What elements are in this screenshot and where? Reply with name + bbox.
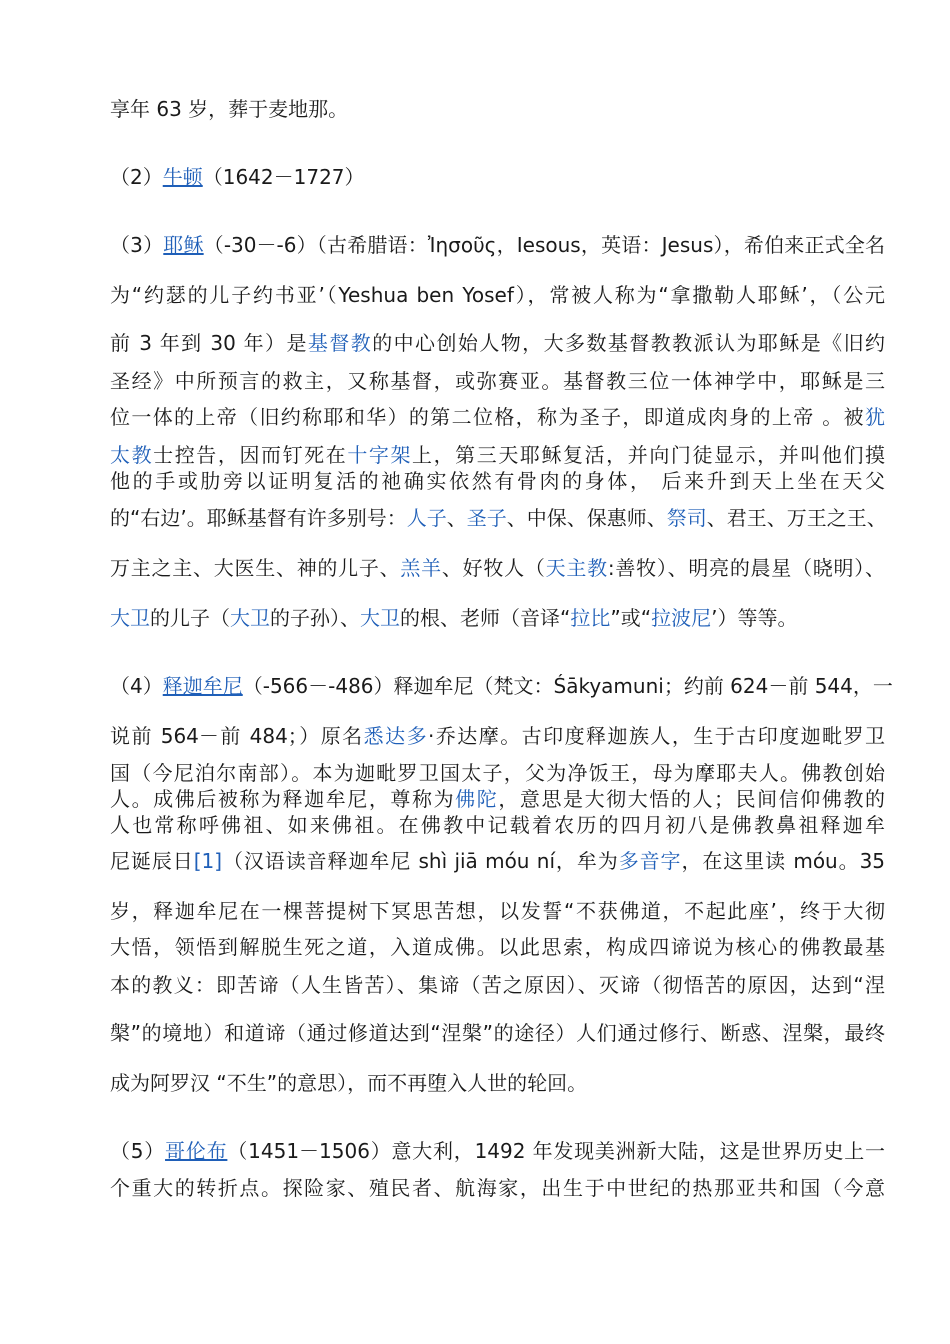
wiki-link[interactable]: 佛陀: [455, 787, 499, 811]
text-run: 为“约瑟的儿子约书亚’（Yeshua ben Yosef），常被人称为“拿撒勒人耶稣’，（公元: [110, 283, 885, 307]
text-run: ，在这里读 móu。35: [681, 849, 886, 873]
text-run: 国（今尼泊尔南部）。本为迦毗罗卫国太子，父为净饭王，母为摩耶夫人。佛教创始: [110, 761, 885, 785]
text-run: 的根、老师（音译“: [400, 606, 571, 630]
wiki-link[interactable]: 祭司: [666, 506, 707, 530]
text-line: [110, 934, 885, 960]
text-line: [110, 812, 885, 838]
text-line: [110, 404, 885, 430]
text-run: 成为阿罗汉 “不生”的意思），而不再堕入人世的轮回。: [110, 1071, 588, 1095]
wiki-link[interactable]: 天主教: [545, 556, 608, 580]
wiki-link[interactable]: 十字架: [347, 443, 413, 467]
text-run: （5）: [110, 1139, 166, 1163]
text-run: ·乔达摩。古印度释迦族人，生于古印度迦毗罗卫: [428, 724, 886, 748]
text-line: [110, 164, 885, 190]
text-run: 万主之主、大医生、神的儿子、: [110, 556, 401, 580]
text-run: 圣经》中所预言的救主，又称基督，或弥赛亚。基督教三位一体神学中，耶稣是三: [110, 369, 885, 393]
text-run: 个重大的转折点。探险家、殖民者、航海家，出生于中世纪的热那亚共和国（今意: [110, 1176, 885, 1200]
wiki-link[interactable]: 人子: [406, 506, 447, 530]
text-line: [110, 282, 885, 308]
wiki-link[interactable]: 牛顿: [162, 165, 203, 189]
text-run: 说前 564－前 484；）原名: [110, 724, 364, 748]
text-run: 的子孙）、: [270, 606, 360, 630]
text-line: [110, 1138, 885, 1164]
text-line: [110, 1175, 885, 1201]
text-run: （1642－1727）: [202, 165, 365, 189]
text-line: [110, 898, 885, 924]
wiki-link[interactable]: 拉波尼: [651, 606, 712, 630]
wiki-link[interactable]: 哥伦布: [165, 1139, 228, 1163]
text-run: 他的手或肋旁以证明复活的祂确实依然有骨肉的身体， 后来升到天上坐在天父: [110, 469, 885, 493]
text-line: [110, 96, 885, 122]
text-line: [110, 442, 885, 468]
text-run: （-30－-6）（古希腊语：Ἰησοῦς，Iesous，英语：Jesus），希伯来正式全名: [203, 233, 886, 257]
text-run: （1451－1506）意大利，1492 年发现美洲新大陆，这是世界历史上一: [227, 1139, 885, 1163]
wiki-link[interactable]: 释迦牟尼: [162, 674, 243, 698]
wiki-link[interactable]: 基督教: [307, 331, 373, 355]
text-line: [110, 555, 885, 581]
wiki-link[interactable]: 悉达多: [363, 724, 429, 748]
text-run: 上，第三天耶稣复活，并向门徒显示，并叫他们摸: [412, 443, 886, 467]
text-run: 士控告，因而钉死在: [153, 443, 348, 467]
text-line: [110, 848, 885, 874]
text-run: 、中保、保惠师、: [506, 506, 667, 530]
text-line: [110, 723, 885, 749]
wiki-link[interactable]: 大卫: [110, 606, 150, 630]
text-line: [110, 605, 885, 631]
wiki-link[interactable]: 圣子: [466, 506, 507, 530]
text-line: [110, 1020, 885, 1046]
text-run: （4）: [110, 674, 163, 698]
text-line: [110, 1070, 885, 1096]
text-run: 、好牧人（: [441, 556, 546, 580]
text-line: [110, 972, 885, 998]
wiki-link[interactable]: [1]: [193, 849, 223, 873]
text-run: 的中心创始人物，大多数基督教教派认为耶稣是《旧约: [372, 331, 886, 355]
text-line: [110, 786, 885, 812]
text-run: 享年 63 岁，葬于麦地那。: [110, 97, 349, 121]
text-line: [110, 505, 885, 531]
text-run: （2）: [110, 165, 163, 189]
wiki-link[interactable]: 耶稣: [163, 233, 204, 257]
text-run: （-566－-486）释迦牟尼（梵文：Śākyamuni；约前 624－前 544，一: [242, 674, 893, 698]
text-line: [110, 760, 885, 786]
wiki-link[interactable]: 犹: [865, 405, 885, 429]
text-run: 的儿子（: [150, 606, 230, 630]
text-run: ’）等等。: [711, 606, 798, 630]
wiki-link[interactable]: 大卫: [230, 606, 270, 630]
text-run: 、: [446, 506, 467, 530]
wiki-link[interactable]: 大卫: [360, 606, 400, 630]
wiki-link[interactable]: 拉比: [570, 606, 611, 630]
text-run: 槃”的境地）和道谛（通过修道达到“涅槃”的途径）人们通过修行、断惑、涅槃，最终: [110, 1021, 885, 1045]
text-run: （3）: [110, 233, 164, 257]
text-run: ”或“: [610, 606, 652, 630]
text-run: :善牧）、明亮的晨星（晓明）、: [607, 556, 886, 580]
text-run: 岁，释迦牟尼在一棵菩提树下冥思苦想，以发誓“不获佛道，不起此座’，终于大彻: [110, 899, 885, 923]
text-run: 、君王、万王之王、: [706, 506, 887, 530]
text-line: [110, 330, 885, 356]
text-line: [110, 368, 885, 394]
text-run: 的“右边’。耶稣基督有许多别号：: [110, 506, 407, 530]
text-run: （汉语读音释迦牟尼 shì jiā móu ní，牟为: [222, 849, 619, 873]
text-run: 位一体的上帝（旧约称耶和华）的第二位格，称为圣子，即道成肉身的上帝 。被: [110, 405, 865, 429]
text-run: ，意思是大彻大悟的人；民间信仰佛教的: [498, 787, 886, 811]
text-run: 大悟，领悟到解脱生死之道，入道成佛。以此思索，构成四谛说为核心的佛教最基: [110, 935, 885, 959]
text-line: [110, 468, 885, 494]
text-line: [110, 673, 893, 699]
wiki-link[interactable]: 多音字: [618, 849, 682, 873]
text-line: [110, 232, 885, 258]
text-run: 本的教义：即苦谛（人生皆苦）、集谛（苦之原因）、灭谛（彻悟苦的原因，达到“涅: [110, 973, 885, 997]
text-run: 尼诞辰日: [110, 849, 194, 873]
wiki-link[interactable]: 太教: [110, 443, 154, 467]
text-run: 人。成佛后被称为释迦牟尼，尊称为: [110, 787, 456, 811]
wiki-link[interactable]: 羔羊: [400, 556, 442, 580]
text-run: 前 3 年到 30 年）是: [110, 331, 308, 355]
text-run: 人也常称呼佛祖、如来佛祖。在佛教中记载着农历的四月初八是佛教鼻祖释迦牟: [110, 813, 885, 837]
